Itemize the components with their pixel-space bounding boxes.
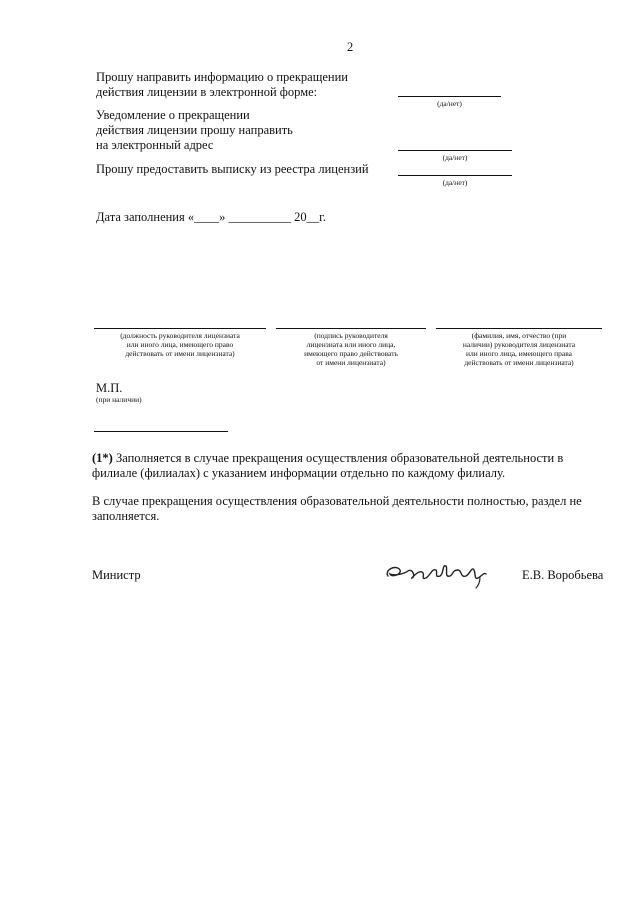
- position-caption: (должность руководителя лицензиата или иного лица, имеющего право действовать от имени лицензиата): [120, 331, 240, 358]
- signer-name: Е.В. Воробьева: [522, 568, 604, 582]
- request-3-answer-line: [398, 175, 512, 176]
- request-2-hint: (да/нет): [442, 153, 468, 162]
- stamp-note: (при наличии): [96, 395, 142, 404]
- request-1-hint: (да/нет): [437, 99, 462, 108]
- note-line-2: заполняется.: [92, 509, 160, 523]
- page-number: 2: [347, 40, 354, 54]
- request-2-answer-line: [398, 150, 512, 151]
- fullname-caption: (фамилия, имя, отчество (при наличии) руководителя лицензиата или иного лица, имеющего права действовать от имени лицензиата): [462, 331, 576, 367]
- footnote-line-2: филиале (филиалах) с указанием информации отдельно по каждому филиалу.: [92, 466, 506, 480]
- signer-title: Министр: [92, 568, 141, 582]
- request-2-line-2: действия лицензии прошу направить: [96, 123, 293, 137]
- footnote-separator: [94, 431, 228, 432]
- handwritten-signature: [382, 556, 494, 590]
- stamp-label: М.П.: [96, 381, 123, 395]
- note-line-1: В случае прекращения осуществления образовательной деятельности полностью, раздел не: [92, 494, 582, 508]
- request-3-line-1: Прошу предоставить выписку из реестра лицензий: [96, 162, 369, 176]
- footnote-marker: (1*): [92, 451, 113, 465]
- signature-line: [276, 328, 426, 329]
- request-1-answer-line: [398, 96, 501, 97]
- request-2-line-3: на электронный адрес: [96, 138, 214, 152]
- request-1-line-2: действия лицензии в электронной форме:: [96, 85, 318, 99]
- footnote-line-1: (1*) Заполняется в случае прекращения осуществления образовательной деятельности в: [92, 451, 564, 465]
- signature-caption: (подпись руководителя лицензиата или иного лица, имеющего право действовать от имени лицензиата): [304, 331, 398, 367]
- position-line: [94, 328, 266, 329]
- request-2-line-1: Уведомление о прекращении: [96, 108, 250, 122]
- request-3-hint: (да/нет): [442, 178, 468, 187]
- fill-date: Дата заполнения «____» __________ 20__г.: [96, 210, 326, 224]
- request-1-line-1: Прошу направить информацию о прекращении: [96, 70, 348, 84]
- fullname-line: [436, 328, 602, 329]
